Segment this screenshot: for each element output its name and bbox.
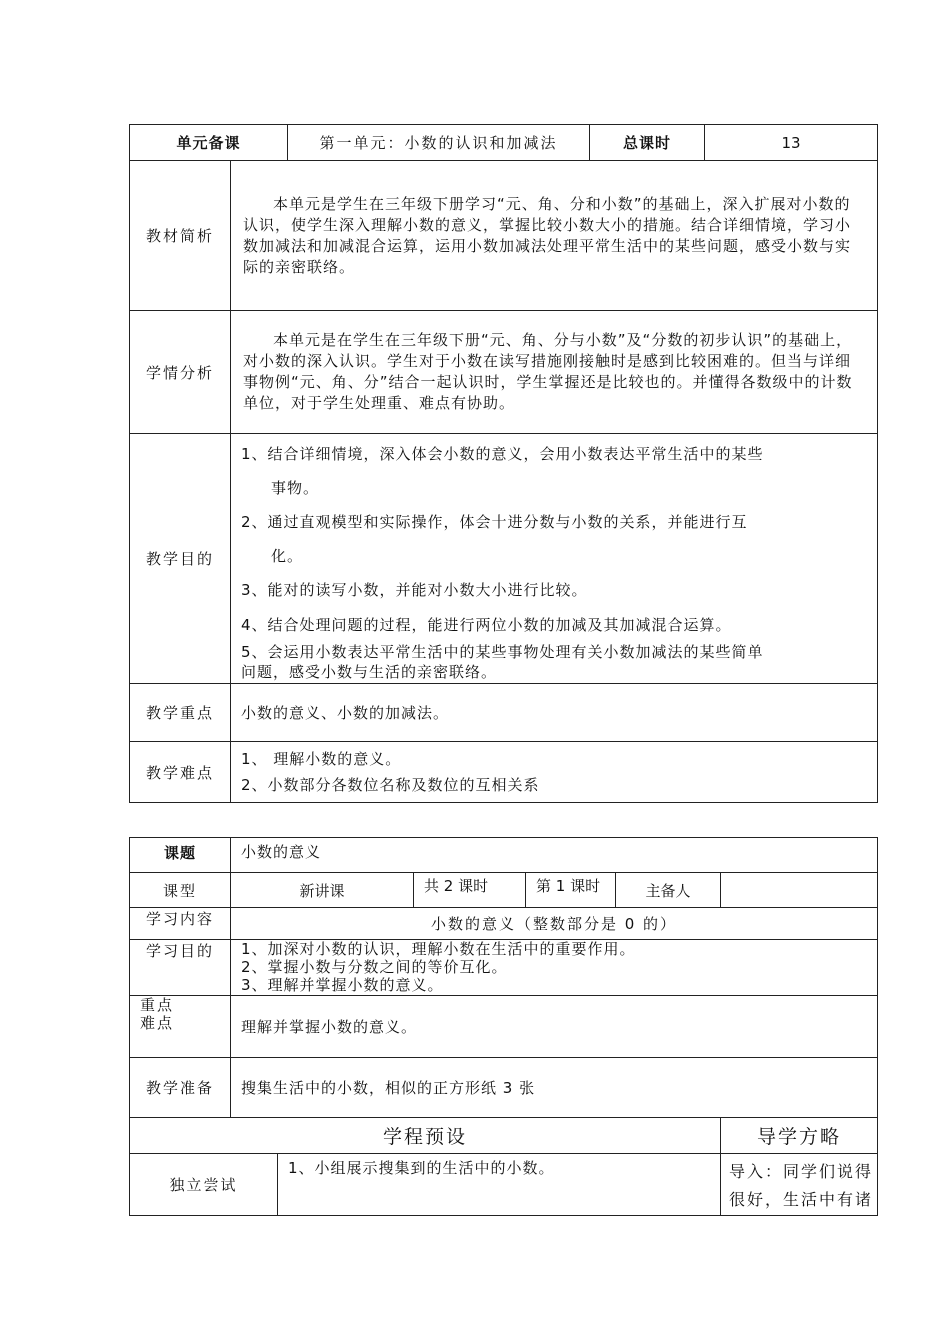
lesson-type-label: 课型: [130, 873, 231, 908]
material-analysis-label: 教材简析: [130, 161, 231, 311]
preparer-label: 主备人: [616, 873, 721, 908]
total-lessons-value: 13: [705, 125, 878, 161]
unit-title: 第一单元：小数的认识和加减法: [288, 125, 590, 161]
topic-value: 小数的意义: [231, 838, 878, 873]
difficulties-list: [231, 742, 878, 803]
key-difficult-value: 理解并掌握小数的意义。: [231, 996, 878, 1058]
lesson-plan-table: [129, 837, 878, 1216]
preparation-label: 教学准备: [130, 1058, 231, 1118]
total-lessons-label: 总课时: [590, 125, 705, 161]
total-periods: 共 2 课时: [414, 873, 526, 908]
goal-line: 1、结合详细情境，深入体会小数的意义，会用小数表达平常生活中的某些: [241, 444, 764, 463]
guide-line: 导入：同学们说得: [729, 1162, 874, 1181]
guide-text: [721, 1154, 878, 1216]
learning-goals-label: 学习目的: [130, 940, 231, 996]
difficulty-line: 2、小数部分各数位名称及数位的互相关系: [241, 776, 540, 794]
teaching-goals-label: 教学目的: [130, 434, 231, 684]
goal-line: 事物。: [271, 478, 320, 497]
content-value: 小数的意义（整数部分是 0 的）: [231, 908, 878, 940]
material-analysis-text: 本单元是学生在三年级下册学习“元、角、分和小数”的基础上，深入扩展对小数的认识，使学生深入理解小数的意义，掌握比较小数大小的措施。结合详细情境，学习小数加减法和加减混合运算，运用小数加减法处理平常生活中的某些问题，感受小数与实际的亲密联络。: [231, 161, 878, 311]
goal-line: 3、能对的读写小数，并能对小数大小进行比较。: [241, 580, 588, 599]
learning-goal-line: 1、加深对小数的认识，理解小数在生活中的重要作用。: [241, 940, 636, 958]
key-difficult-label: [130, 996, 231, 1058]
learning-goals-list: [231, 940, 878, 996]
key-label: 重点: [140, 996, 175, 1014]
current-period: 第 1 课时: [526, 873, 616, 908]
goal-line: 4、结合处理问题的过程，能进行两位小数的加减及其加减混合运算。: [241, 615, 732, 634]
guide-line: 很好，生活中有诸: [729, 1190, 874, 1209]
learning-goal-line: 3、理解并掌握小数的意义。: [241, 976, 444, 994]
student-analysis-text: 本单元是在学生在三年级下册“元、角、分与小数”及“分数的初步认识”的基础上，对小数的深入认识。学生对于小数在读写措施刚接触时是感到比较困难的。但当与详细事物例“元、角、分”结合一起认识时，学生掌握还是比较也的。并懂得各数级中的计数单位，对于学生处理重、难点有协助。: [231, 311, 878, 434]
goal-line: 问题，感受小数与生活的亲密联络。: [241, 662, 498, 681]
content-label: 学习内容: [130, 908, 231, 940]
unit-plan-label: 单元备课: [130, 125, 288, 161]
key-points-text: 小数的意义、小数的加减法。: [231, 684, 878, 742]
preparation-value: 搜集生活中的小数，相似的正方形纸 3 张: [231, 1058, 878, 1118]
goal-line: 化。: [271, 546, 304, 565]
unit-plan-table: [129, 124, 878, 803]
preparer-value: [721, 873, 878, 908]
difficulties-label: 教学难点: [130, 742, 231, 803]
process-header-left: 学程预设: [130, 1118, 721, 1154]
learning-goal-line: 2、掌握小数与分数之间的等价互化。: [241, 958, 508, 976]
student-analysis-label: 学情分析: [130, 311, 231, 434]
teaching-goals-list: [231, 434, 878, 684]
goal-line: 5、会运用小数表达平常生活中的某些事物处理有关小数加减法的某些简单: [241, 642, 764, 661]
topic-label: 课题: [130, 838, 231, 873]
difficulty-line: 1、 理解小数的意义。: [241, 750, 402, 768]
difficult-label: 难点: [140, 1014, 175, 1032]
goal-line: 2、通过直观模型和实际操作，体会十进分数与小数的关系，并能进行互: [241, 512, 748, 531]
key-points-label: 教学重点: [130, 684, 231, 742]
lesson-type-value: 新讲课: [231, 873, 414, 908]
process-header-right: 导学方略: [721, 1118, 878, 1154]
process-stage-label: 独立尝试: [130, 1154, 278, 1216]
process-content: 1、小组展示搜集到的生活中的小数。: [278, 1154, 721, 1216]
